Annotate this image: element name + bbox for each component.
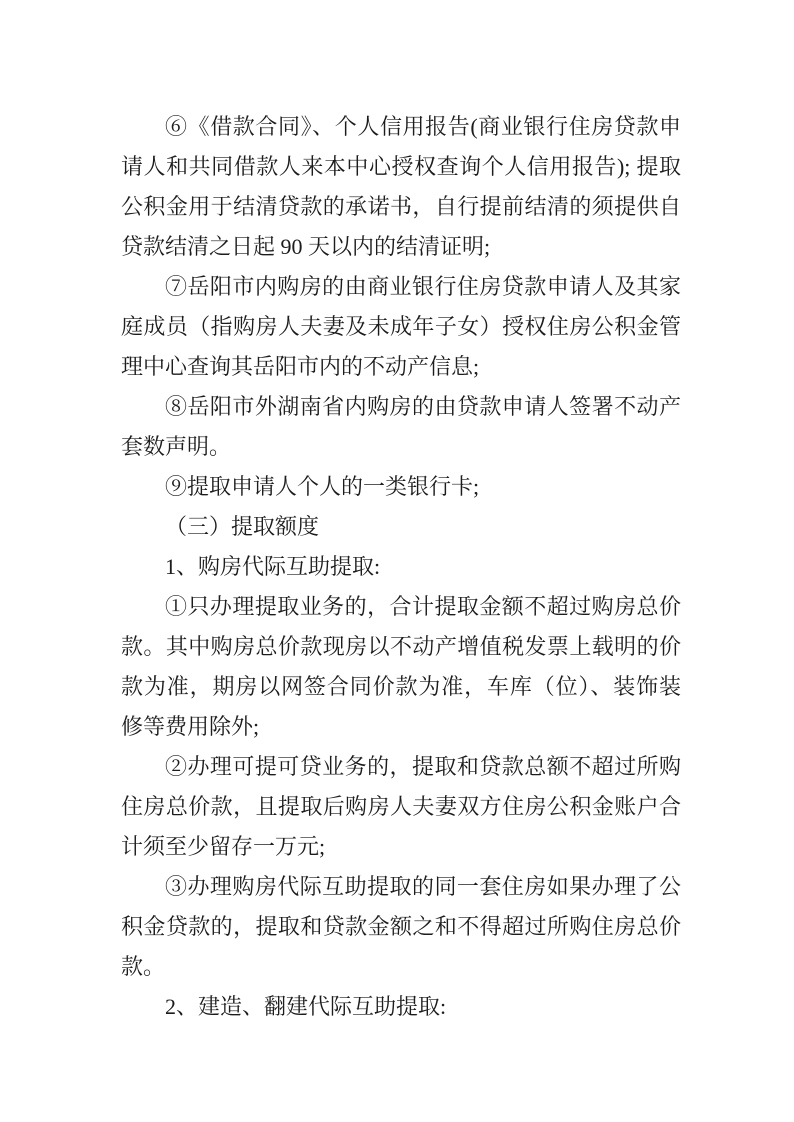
doc-item-circle-8: ⑧岳阳市外湖南省内购房的由贷款申请人签署不动产套数声明。 — [121, 394, 681, 459]
doc-item-circle-1: ①只办理提取业务的，合计提取金额不超过购房总价款。其中购房总价款现房以不动产增值税发票上载明的价款为准，期房以网签合同价款为准，车库（位）、装饰装修等费用除外; — [121, 594, 681, 739]
doc-item-circle-7: ⑦岳阳市内购房的由商业银行住房贷款申请人及其家庭成员（指购房人夫妻及未成年子女）授权住房公积金管理中心查询其岳阳市内的不动产信息; — [121, 274, 681, 379]
section-heading-withdrawal-quota: （三）提取额度 — [165, 514, 320, 539]
doc-item-circle-3: ③办理购房代际互助提取的同一套住房如果办理了公积金贷款的，提取和贷款金额之和不得超过所购住房总价款。 — [121, 874, 681, 979]
list-heading-1-purchase-withdrawal: 1、购房代际互助提取: — [165, 554, 381, 579]
doc-item-circle-9: ⑨提取申请人个人的一类银行卡; — [165, 474, 480, 499]
doc-item-circle-2: ②办理可提可贷业务的，提取和贷款总额不超过所购住房总价款，且提取后购房人夫妻双方住房公积金账户合计须至少留存一万元; — [121, 754, 681, 859]
list-heading-2-build-rebuild-withdrawal: 2、建造、翻建代际互助提取: — [165, 994, 447, 1019]
doc-item-circle-6: ⑥《借款合同》、个人信用报告(商业银行住房贷款申请人和共同借款人来本中心授权查询个人信用报告); 提取公积金用于结清贷款的承诺书，自行提前结清的须提供自贷款结清之日起 90 天以内的结清证明; — [121, 114, 681, 259]
